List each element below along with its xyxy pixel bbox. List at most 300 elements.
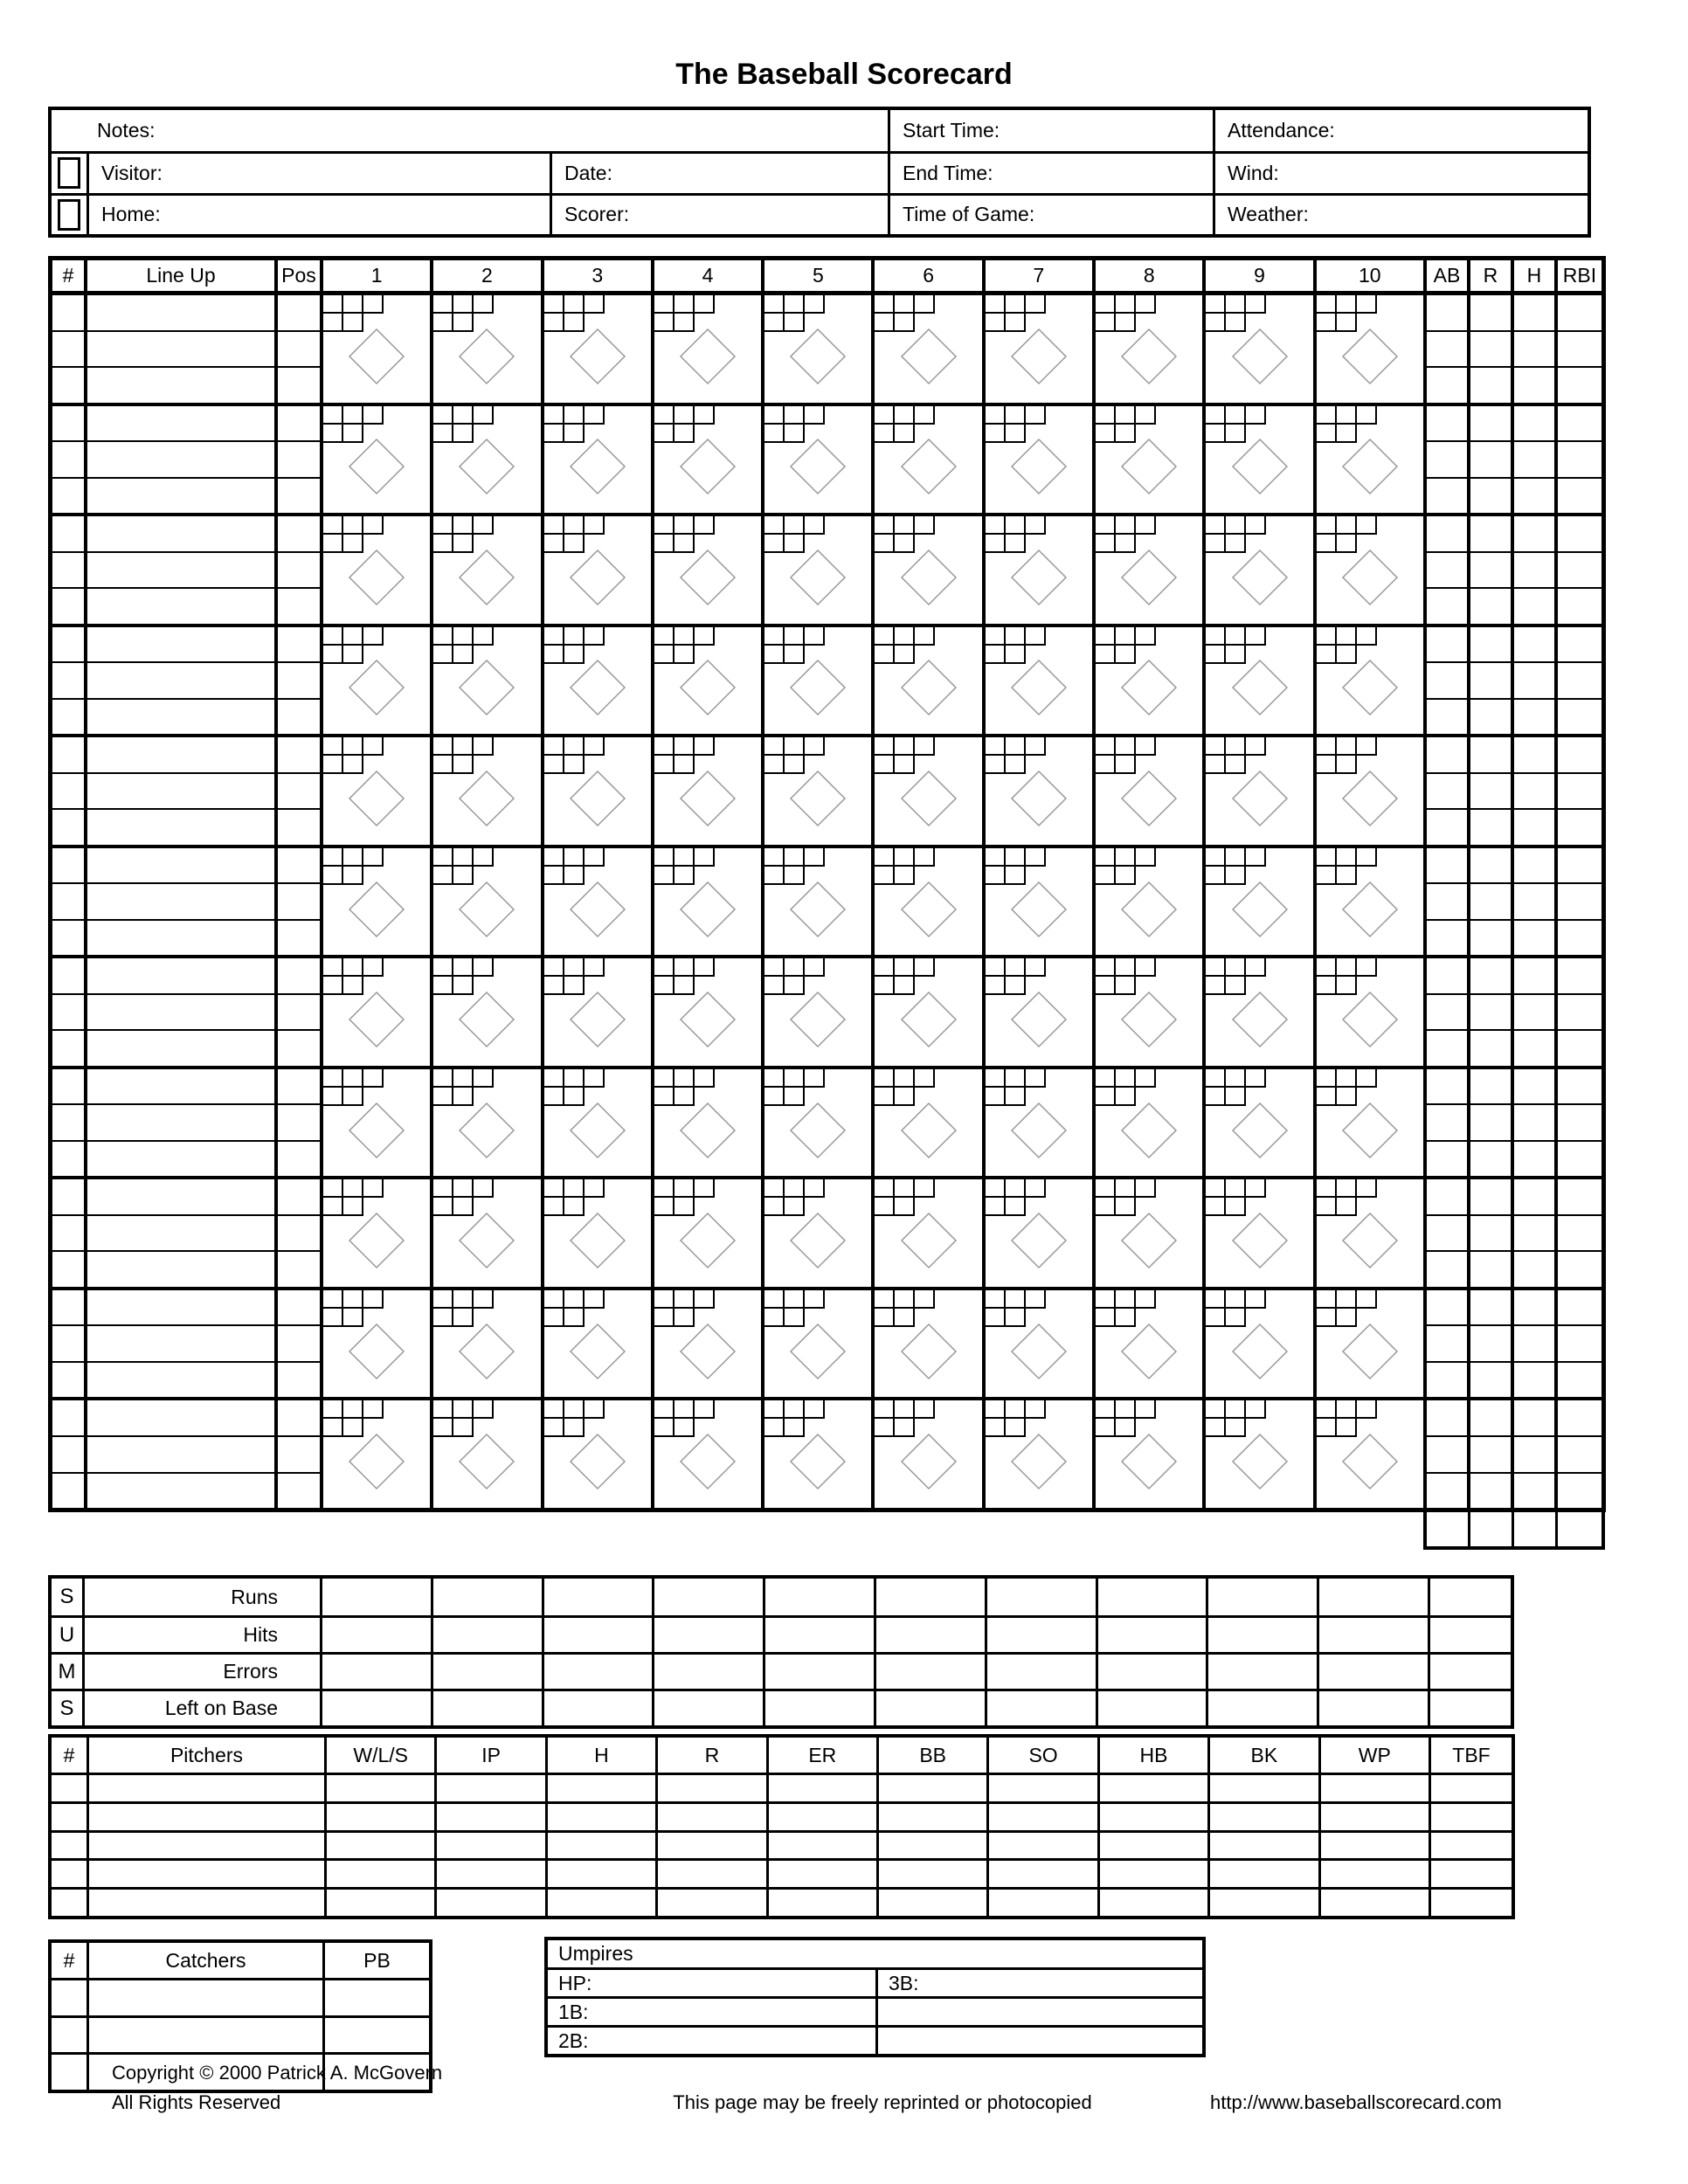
count-box[interactable] — [433, 406, 453, 425]
sums-value-cell[interactable] — [652, 1689, 763, 1725]
inning-score-cell[interactable] — [764, 295, 875, 403]
r-cell-line[interactable] — [1470, 1216, 1511, 1253]
batter-number-line[interactable] — [52, 1363, 84, 1398]
count-box[interactable] — [323, 1400, 343, 1419]
count-box[interactable] — [1226, 295, 1246, 314]
inning-score-cell[interactable] — [1096, 1179, 1206, 1287]
count-box[interactable] — [323, 1069, 343, 1088]
count-box[interactable] — [323, 516, 343, 535]
lineup-player-line[interactable] — [87, 1252, 274, 1287]
count-box[interactable] — [453, 627, 474, 646]
inning-score-cell[interactable] — [654, 958, 764, 1066]
h-cell-line[interactable] — [1514, 553, 1554, 590]
h-cell-line[interactable] — [1514, 1400, 1554, 1437]
h-cell-line[interactable] — [1514, 1105, 1554, 1142]
inning-score-cell[interactable] — [875, 406, 985, 514]
inning-score-cell[interactable] — [654, 295, 764, 403]
count-box[interactable] — [764, 1088, 785, 1106]
date-field[interactable] — [550, 151, 888, 192]
visitor-field[interactable] — [86, 151, 550, 192]
count-box[interactable] — [433, 977, 453, 995]
count-box[interactable] — [1096, 848, 1116, 867]
r-cell-line[interactable] — [1470, 368, 1511, 403]
sums-value-cell[interactable] — [542, 1652, 653, 1689]
count-box[interactable] — [544, 425, 564, 443]
count-box[interactable] — [1206, 425, 1226, 443]
count-box[interactable] — [895, 516, 915, 535]
sums-value-cell[interactable] — [431, 1652, 542, 1689]
inning-score-cell[interactable] — [323, 627, 433, 735]
count-box[interactable] — [986, 1419, 1006, 1437]
count-box[interactable] — [585, 516, 605, 535]
count-box[interactable] — [986, 977, 1006, 995]
batter-number-line[interactable] — [52, 627, 84, 664]
count-box[interactable] — [453, 295, 474, 314]
h-cell-line[interactable] — [1514, 1179, 1554, 1216]
count-box[interactable] — [585, 737, 605, 756]
catchers-data-cell[interactable] — [52, 2015, 86, 2053]
h-cell-line[interactable] — [1514, 921, 1554, 956]
count-box[interactable] — [875, 314, 895, 332]
count-box[interactable] — [1136, 516, 1156, 535]
count-box[interactable] — [453, 1179, 474, 1198]
sums-value-cell[interactable] — [431, 1689, 542, 1725]
count-box[interactable] — [875, 646, 895, 664]
count-box[interactable] — [986, 1290, 1006, 1309]
position-line[interactable] — [278, 406, 320, 443]
count-box[interactable] — [1317, 756, 1337, 774]
position-line[interactable] — [278, 1069, 320, 1106]
count-box[interactable] — [785, 848, 805, 867]
count-box[interactable] — [895, 1290, 915, 1309]
count-box[interactable] — [1136, 737, 1156, 756]
pitchers-data-cell[interactable] — [324, 1773, 434, 1801]
umpire-extra-field-1[interactable] — [875, 1996, 1202, 2025]
count-box[interactable] — [433, 737, 453, 756]
r-cell-line[interactable] — [1470, 516, 1511, 553]
inning-score-cell[interactable] — [875, 737, 985, 845]
rbi-cell-line[interactable] — [1558, 589, 1602, 624]
count-box[interactable] — [986, 535, 1006, 553]
r-cell-line[interactable] — [1470, 406, 1511, 443]
count-box[interactable] — [1206, 406, 1226, 425]
count-box[interactable] — [1206, 977, 1226, 995]
position-line[interactable] — [278, 1031, 320, 1066]
r-cell-line[interactable] — [1470, 1105, 1511, 1142]
r-cell-line[interactable] — [1470, 1142, 1511, 1177]
count-box[interactable] — [433, 425, 453, 443]
count-box[interactable] — [805, 627, 825, 646]
count-box[interactable] — [564, 516, 585, 535]
count-box[interactable] — [654, 1309, 675, 1327]
count-box[interactable] — [695, 1069, 715, 1088]
count-box[interactable] — [474, 1179, 494, 1198]
r-cell-line[interactable] — [1470, 1031, 1511, 1066]
count-box[interactable] — [805, 1069, 825, 1088]
count-box[interactable] — [695, 737, 715, 756]
position-line[interactable] — [278, 627, 320, 664]
inning-score-cell[interactable] — [323, 295, 433, 403]
position-line[interactable] — [278, 1179, 320, 1216]
h-cell-line[interactable] — [1514, 295, 1554, 332]
rbi-cell-line[interactable] — [1558, 479, 1602, 514]
batter-number-line[interactable] — [52, 406, 84, 443]
count-box[interactable] — [453, 848, 474, 867]
lineup-player-line[interactable] — [87, 1142, 274, 1177]
inning-score-cell[interactable] — [875, 1179, 985, 1287]
count-box[interactable] — [323, 1290, 343, 1309]
lineup-player-line[interactable] — [87, 921, 274, 956]
inning-score-cell[interactable] — [875, 627, 985, 735]
count-box[interactable] — [1006, 1400, 1026, 1419]
count-box[interactable] — [764, 867, 785, 885]
count-box[interactable] — [986, 406, 1006, 425]
count-box[interactable] — [453, 958, 474, 977]
count-box[interactable] — [564, 1400, 585, 1419]
inning-score-cell[interactable] — [1096, 737, 1206, 845]
pitchers-data-cell[interactable] — [1207, 1887, 1318, 1916]
count-box[interactable] — [453, 516, 474, 535]
batter-number-line[interactable] — [52, 1142, 84, 1177]
count-box[interactable] — [764, 1419, 785, 1437]
count-box[interactable] — [764, 314, 785, 332]
count-box[interactable] — [544, 977, 564, 995]
pitchers-data-cell[interactable] — [545, 1830, 655, 1859]
pitchers-data-cell[interactable] — [52, 1830, 86, 1859]
count-box[interactable] — [363, 1290, 384, 1309]
inning-score-cell[interactable] — [875, 1069, 985, 1177]
count-box[interactable] — [474, 1400, 494, 1419]
lineup-player-line[interactable] — [87, 1216, 274, 1253]
count-box[interactable] — [1226, 627, 1246, 646]
count-box[interactable] — [1337, 1290, 1357, 1309]
pitchers-data-cell[interactable] — [986, 1887, 1097, 1916]
count-box[interactable] — [675, 848, 695, 867]
catchers-data-cell[interactable] — [322, 2015, 429, 2053]
position-line[interactable] — [278, 332, 320, 369]
count-box[interactable] — [433, 1419, 453, 1437]
inning-score-cell[interactable] — [433, 627, 543, 735]
inning-score-cell[interactable] — [1206, 1179, 1316, 1287]
pitchers-data-cell[interactable] — [1429, 1887, 1512, 1916]
catchers-data-cell[interactable] — [86, 1978, 322, 2015]
count-box[interactable] — [1206, 1400, 1226, 1419]
batter-number-line[interactable] — [52, 1437, 84, 1474]
lineup-player-line[interactable] — [87, 479, 274, 514]
count-box[interactable] — [1116, 516, 1136, 535]
count-box[interactable] — [895, 295, 915, 314]
count-box[interactable] — [805, 1400, 825, 1419]
count-box[interactable] — [986, 1088, 1006, 1106]
lineup-player-line[interactable] — [87, 1290, 274, 1327]
count-box[interactable] — [675, 1400, 695, 1419]
count-box[interactable] — [544, 1400, 564, 1419]
count-box[interactable] — [1317, 737, 1337, 756]
count-box[interactable] — [544, 737, 564, 756]
inning-score-cell[interactable] — [986, 1290, 1096, 1398]
inning-score-cell[interactable] — [323, 737, 433, 845]
catchers-data-cell[interactable] — [52, 2052, 86, 2090]
pitchers-data-cell[interactable] — [876, 1858, 986, 1887]
count-box[interactable] — [675, 737, 695, 756]
count-box[interactable] — [433, 848, 453, 867]
count-box[interactable] — [1096, 977, 1116, 995]
count-box[interactable] — [1096, 867, 1116, 885]
count-box[interactable] — [875, 1069, 895, 1088]
h-cell-line[interactable] — [1514, 958, 1554, 995]
count-box[interactable] — [363, 958, 384, 977]
count-box[interactable] — [343, 1400, 363, 1419]
pitchers-data-cell[interactable] — [766, 1830, 876, 1859]
count-box[interactable] — [1337, 516, 1357, 535]
pitchers-data-cell[interactable] — [876, 1773, 986, 1801]
count-box[interactable] — [875, 425, 895, 443]
count-box[interactable] — [915, 627, 935, 646]
h-cell-line[interactable] — [1514, 589, 1554, 624]
count-box[interactable] — [544, 1069, 564, 1088]
inning-score-cell[interactable] — [1096, 406, 1206, 514]
count-box[interactable] — [585, 627, 605, 646]
h-cell-line[interactable] — [1514, 737, 1554, 774]
count-box[interactable] — [1116, 848, 1136, 867]
count-box[interactable] — [544, 1198, 564, 1216]
inning-score-cell[interactable] — [323, 406, 433, 514]
position-line[interactable] — [278, 810, 320, 845]
batter-number-line[interactable] — [52, 700, 84, 735]
pitchers-data-cell[interactable] — [545, 1858, 655, 1887]
count-box[interactable] — [1337, 627, 1357, 646]
count-box[interactable] — [654, 646, 675, 664]
count-box[interactable] — [1226, 406, 1246, 425]
sums-value-cell[interactable] — [985, 1652, 1096, 1689]
inning-score-cell[interactable] — [1206, 295, 1316, 403]
inning-score-cell[interactable] — [1317, 627, 1427, 735]
count-box[interactable] — [1116, 1290, 1136, 1309]
h-cell-line[interactable] — [1514, 368, 1554, 403]
count-box[interactable] — [544, 867, 564, 885]
count-box[interactable] — [1206, 1069, 1226, 1088]
r-cell-line[interactable] — [1470, 848, 1511, 885]
visitor-checkbox[interactable] — [58, 157, 80, 189]
inning-score-cell[interactable] — [764, 1179, 875, 1287]
ab-cell-line[interactable] — [1427, 1216, 1467, 1253]
count-box[interactable] — [363, 1400, 384, 1419]
sums-value-cell[interactable] — [652, 1579, 763, 1615]
count-box[interactable] — [323, 977, 343, 995]
count-box[interactable] — [1206, 535, 1226, 553]
count-box[interactable] — [805, 848, 825, 867]
total-r-cell[interactable] — [1470, 1512, 1514, 1546]
count-box[interactable] — [986, 1309, 1006, 1327]
sums-value-cell[interactable] — [652, 1652, 763, 1689]
count-box[interactable] — [1116, 1179, 1136, 1198]
count-box[interactable] — [915, 1179, 935, 1198]
count-box[interactable] — [433, 314, 453, 332]
inning-score-cell[interactable] — [323, 1179, 433, 1287]
count-box[interactable] — [1116, 295, 1136, 314]
pitchers-data-cell[interactable] — [1097, 1801, 1207, 1830]
count-box[interactable] — [875, 1179, 895, 1198]
start-time-field[interactable] — [888, 110, 1213, 151]
inning-score-cell[interactable] — [764, 1069, 875, 1177]
h-cell-line[interactable] — [1514, 627, 1554, 664]
count-box[interactable] — [1096, 1309, 1116, 1327]
h-cell-line[interactable] — [1514, 1290, 1554, 1327]
count-box[interactable] — [764, 646, 785, 664]
ab-cell-line[interactable] — [1427, 884, 1467, 921]
lineup-player-line[interactable] — [87, 663, 274, 700]
count-box[interactable] — [1226, 1179, 1246, 1198]
count-box[interactable] — [654, 627, 675, 646]
count-box[interactable] — [986, 756, 1006, 774]
count-box[interactable] — [1357, 1290, 1377, 1309]
r-cell-line[interactable] — [1470, 1179, 1511, 1216]
h-cell-line[interactable] — [1514, 848, 1554, 885]
sums-value-cell[interactable] — [985, 1615, 1096, 1652]
count-box[interactable] — [474, 516, 494, 535]
batter-number-line[interactable] — [52, 958, 84, 995]
rbi-cell-line[interactable] — [1558, 1142, 1602, 1177]
count-box[interactable] — [1206, 516, 1226, 535]
position-line[interactable] — [278, 1142, 320, 1177]
position-line[interactable] — [278, 1216, 320, 1253]
count-box[interactable] — [915, 1290, 935, 1309]
r-cell-line[interactable] — [1470, 737, 1511, 774]
pitchers-data-cell[interactable] — [1318, 1801, 1429, 1830]
count-box[interactable] — [363, 1179, 384, 1198]
count-box[interactable] — [986, 425, 1006, 443]
batter-number-line[interactable] — [52, 921, 84, 956]
lineup-player-line[interactable] — [87, 1105, 274, 1142]
count-box[interactable] — [474, 627, 494, 646]
count-box[interactable] — [1096, 535, 1116, 553]
pitchers-data-cell[interactable] — [324, 1858, 434, 1887]
inning-score-cell[interactable] — [1096, 1069, 1206, 1177]
count-box[interactable] — [764, 848, 785, 867]
count-box[interactable] — [323, 848, 343, 867]
count-box[interactable] — [654, 1179, 675, 1198]
count-box[interactable] — [433, 516, 453, 535]
batter-number-line[interactable] — [52, 810, 84, 845]
pitchers-data-cell[interactable] — [986, 1830, 1097, 1859]
count-box[interactable] — [654, 1290, 675, 1309]
count-box[interactable] — [1096, 756, 1116, 774]
count-box[interactable] — [323, 1179, 343, 1198]
inning-score-cell[interactable] — [1317, 516, 1427, 624]
h-cell-line[interactable] — [1514, 700, 1554, 735]
pitchers-data-cell[interactable] — [434, 1801, 544, 1830]
count-box[interactable] — [343, 627, 363, 646]
count-box[interactable] — [564, 1290, 585, 1309]
h-cell-line[interactable] — [1514, 516, 1554, 553]
count-box[interactable] — [1096, 958, 1116, 977]
inning-score-cell[interactable] — [875, 516, 985, 624]
count-box[interactable] — [433, 295, 453, 314]
inning-score-cell[interactable] — [654, 1069, 764, 1177]
lineup-player-line[interactable] — [87, 368, 274, 403]
lineup-player-line[interactable] — [87, 958, 274, 995]
pitchers-data-cell[interactable] — [86, 1801, 324, 1830]
count-box[interactable] — [585, 848, 605, 867]
count-box[interactable] — [1206, 1179, 1226, 1198]
inning-score-cell[interactable] — [433, 737, 543, 845]
h-cell-line[interactable] — [1514, 332, 1554, 369]
h-cell-line[interactable] — [1514, 1031, 1554, 1066]
count-box[interactable] — [695, 1290, 715, 1309]
count-box[interactable] — [805, 958, 825, 977]
sums-value-cell[interactable] — [1096, 1615, 1207, 1652]
count-box[interactable] — [895, 1179, 915, 1198]
count-box[interactable] — [585, 1069, 605, 1088]
ab-cell-line[interactable] — [1427, 1400, 1467, 1437]
count-box[interactable] — [1136, 848, 1156, 867]
inning-score-cell[interactable] — [323, 1290, 433, 1398]
count-box[interactable] — [764, 406, 785, 425]
h-cell-line[interactable] — [1514, 1142, 1554, 1177]
ab-cell-line[interactable] — [1427, 810, 1467, 845]
inning-score-cell[interactable] — [433, 958, 543, 1066]
count-box[interactable] — [564, 737, 585, 756]
home-checkbox[interactable] — [58, 199, 80, 231]
rbi-cell-line[interactable] — [1558, 995, 1602, 1032]
sums-value-cell[interactable] — [1206, 1689, 1317, 1725]
count-box[interactable] — [343, 406, 363, 425]
count-box[interactable] — [343, 516, 363, 535]
count-box[interactable] — [675, 406, 695, 425]
count-box[interactable] — [986, 627, 1006, 646]
catchers-data-cell[interactable] — [322, 1978, 429, 2015]
pitchers-data-cell[interactable] — [52, 1773, 86, 1801]
r-cell-line[interactable] — [1470, 1252, 1511, 1287]
count-box[interactable] — [1317, 406, 1337, 425]
pitchers-data-cell[interactable] — [434, 1773, 544, 1801]
count-box[interactable] — [764, 516, 785, 535]
inning-score-cell[interactable] — [433, 1400, 543, 1508]
r-cell-line[interactable] — [1470, 553, 1511, 590]
ab-cell-line[interactable] — [1427, 1474, 1467, 1509]
count-box[interactable] — [1246, 848, 1266, 867]
total-ab-cell[interactable] — [1427, 1512, 1470, 1546]
count-box[interactable] — [1226, 1290, 1246, 1309]
inning-score-cell[interactable] — [323, 1069, 433, 1177]
lineup-player-line[interactable] — [87, 1437, 274, 1474]
count-box[interactable] — [986, 1179, 1006, 1198]
count-box[interactable] — [764, 1400, 785, 1419]
inning-score-cell[interactable] — [764, 737, 875, 845]
count-box[interactable] — [1357, 516, 1377, 535]
inning-score-cell[interactable] — [1317, 1290, 1427, 1398]
count-box[interactable] — [343, 295, 363, 314]
sums-value-cell[interactable] — [985, 1689, 1096, 1725]
count-box[interactable] — [433, 1400, 453, 1419]
inning-score-cell[interactable] — [1206, 1069, 1316, 1177]
h-cell-line[interactable] — [1514, 1069, 1554, 1106]
lineup-player-line[interactable] — [87, 737, 274, 774]
count-box[interactable] — [986, 1198, 1006, 1216]
inning-score-cell[interactable] — [544, 516, 654, 624]
count-box[interactable] — [343, 1069, 363, 1088]
pitchers-data-cell[interactable] — [52, 1887, 86, 1916]
count-box[interactable] — [363, 737, 384, 756]
count-box[interactable] — [654, 1088, 675, 1106]
count-box[interactable] — [675, 295, 695, 314]
count-box[interactable] — [1337, 848, 1357, 867]
inning-score-cell[interactable] — [1096, 958, 1206, 1066]
count-box[interactable] — [474, 737, 494, 756]
batter-number-line[interactable] — [52, 995, 84, 1032]
pitchers-data-cell[interactable] — [1097, 1858, 1207, 1887]
count-box[interactable] — [785, 516, 805, 535]
